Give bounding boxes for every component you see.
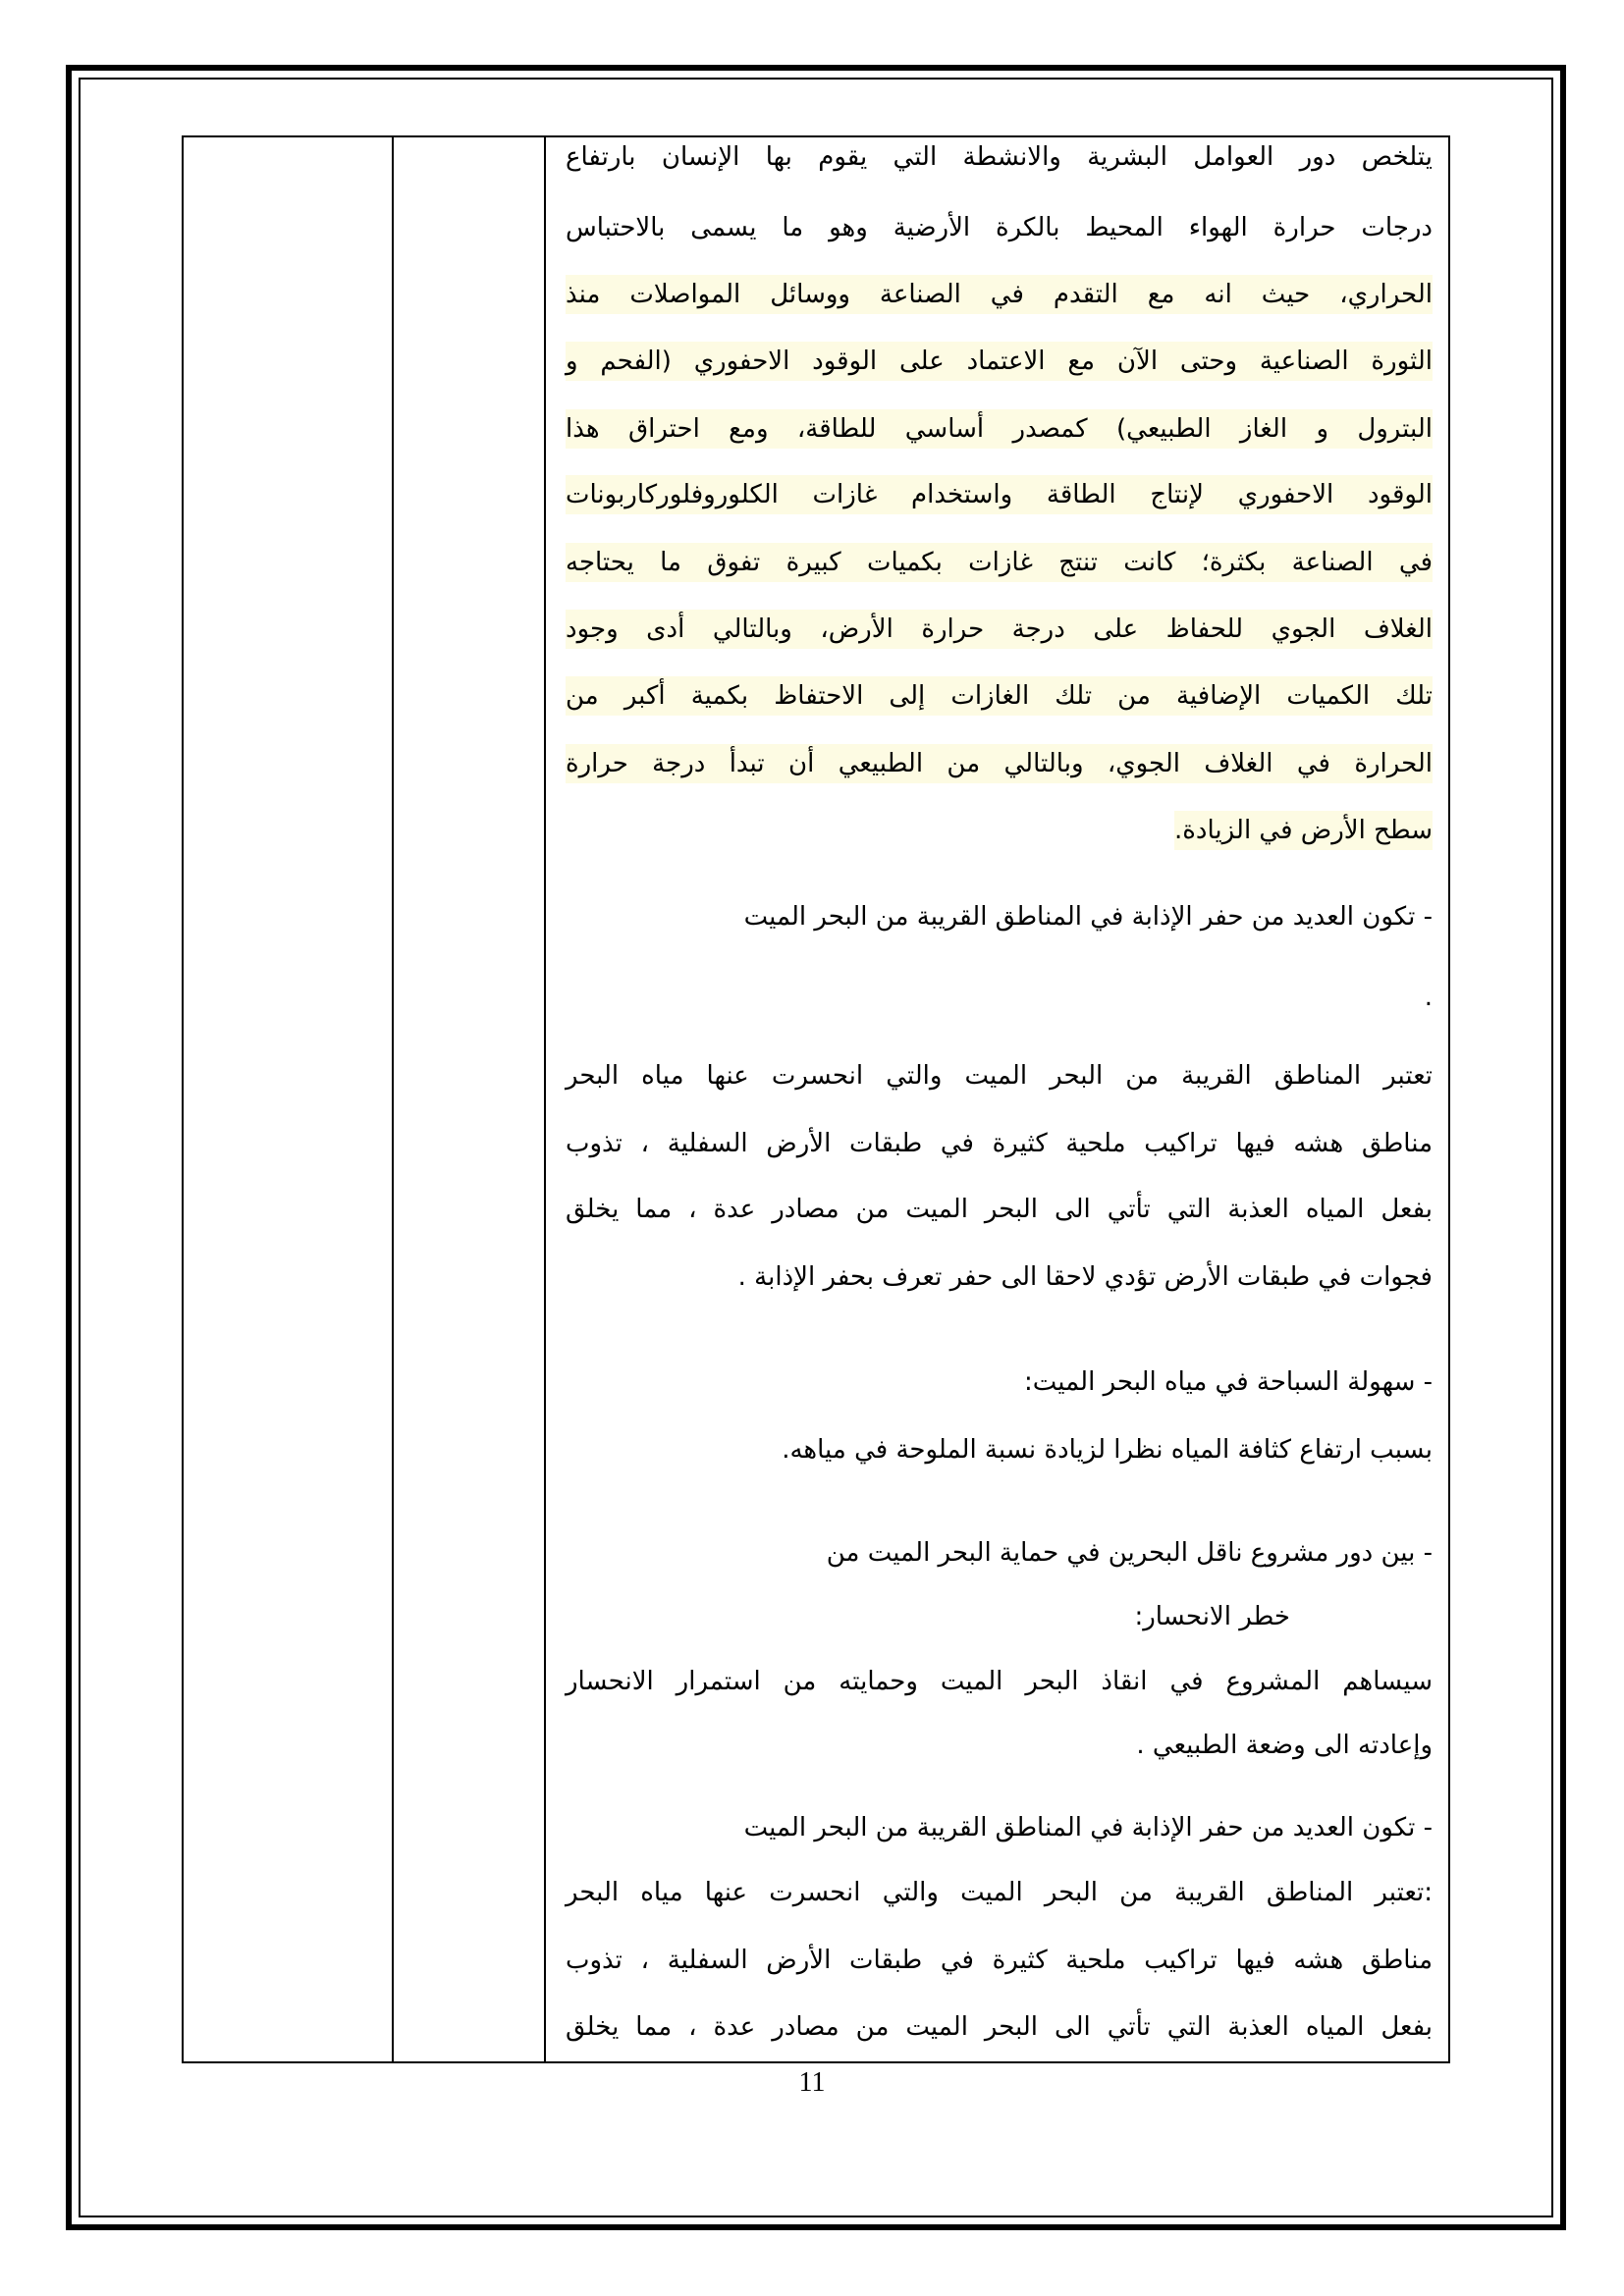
text-line: البترول و الغاز الطبيعي) كمصدر أساسي للطاقة، ومع احتراق هذا [566, 409, 1433, 449]
text-line: وإعادته الى وضعة الطبيعي . [1136, 1731, 1433, 1760]
table-middle-column [392, 137, 544, 2061]
text-line: بفعل المياه العذبة التي تأتي الى البحر الميت من مصادر عدة ، مما يخلق [566, 1195, 1433, 1224]
text-line: - بين دور مشروع ناقل البحرين في حماية البحر الميت من [826, 1538, 1433, 1568]
text-line: تلك الكميات الإضافية من تلك الغازات إلى الاحتفاظ بكمية أكبر من [566, 676, 1433, 716]
text-line: الحرارة في الغلاف الجوي، وبالتالي من الطبيعي أن تبدأ درجة حرارة [566, 744, 1433, 783]
text-line: مناطق هشه فيها تراكيب ملحية كثيرة في طبقات الأرض السفلية ، تذوب [566, 1129, 1433, 1158]
text-line: - تكون العديد من حفر الإذابة في المناطق القريبة من البحر الميت [743, 1813, 1433, 1842]
text-line: سيساهم المشروع في انقاذ البحر الميت وحمايته من استمرار الانحسار [566, 1667, 1433, 1696]
text-line: فجوات في طبقات الأرض تؤدي لاحقا الى حفر تعرف بحفر الإذابة . [737, 1262, 1433, 1292]
text-line: :تعتبر المناطق القريبة من البحر الميت والتي انحسرت عنها مياه البحر [566, 1878, 1433, 1907]
text-line: يتلخص دور العوامل البشرية والانشطة التي يقوم بها الإنسان بارتفاع [566, 142, 1433, 172]
text-line: - سهولة السباحة في مياه البحر الميت: [1024, 1367, 1433, 1397]
text-line: في الصناعة بكثرة؛ كانت تنتج غازات بكميات كبيرة تفوق ما يحتاجه [566, 543, 1433, 582]
text-line: خطر الانحسار: [1134, 1602, 1290, 1631]
text-line: الحراري، حيث انه مع التقدم في الصناعة ووسائل المواصلات منذ [566, 275, 1433, 314]
text-line: سطح الأرض في الزيادة. [1174, 811, 1433, 850]
text-line: الثورة الصناعية وحتى الآن مع الاعتماد على الوقود الاحفوري (الفحم و [566, 342, 1433, 381]
table-right-column [184, 137, 392, 2061]
text-line: بفعل المياه العذبة التي تأتي الى البحر الميت من مصادر عدة ، مما يخلق [566, 2012, 1433, 2042]
text-line: درجات حرارة الهواء المحيط بالكرة الأرضية وهو ما يسمى بالاحتباس [566, 213, 1433, 242]
table-text-column [544, 137, 1448, 2061]
text-line: مناطق هشه فيها تراكيب ملحية كثيرة في طبقات الأرض السفلية ، تذوب [566, 1946, 1433, 1975]
page-number: 11 [798, 2067, 826, 2098]
text-line: الغلاف الجوي للحفاظ على درجة حرارة الأرض، وبالتالي أدى وجود [566, 610, 1433, 649]
text-line: - تكون العديد من حفر الإذابة في المناطق القريبة من البحر الميت [743, 902, 1433, 932]
document-table [182, 135, 1450, 2063]
text-line: تعتبر المناطق القريبة من البحر الميت والتي انحسرت عنها مياه البحر [566, 1061, 1433, 1091]
text-line: . [1424, 983, 1433, 1012]
text-line: الوقود الاحفوري لإنتاج الطاقة واستخدام غازات الكلوروفلوركاربونات [566, 475, 1433, 514]
text-line: بسبب ارتفاع كثافة المياه نظرا لزيادة نسبة الملوحة في مياهه. [782, 1435, 1433, 1465]
